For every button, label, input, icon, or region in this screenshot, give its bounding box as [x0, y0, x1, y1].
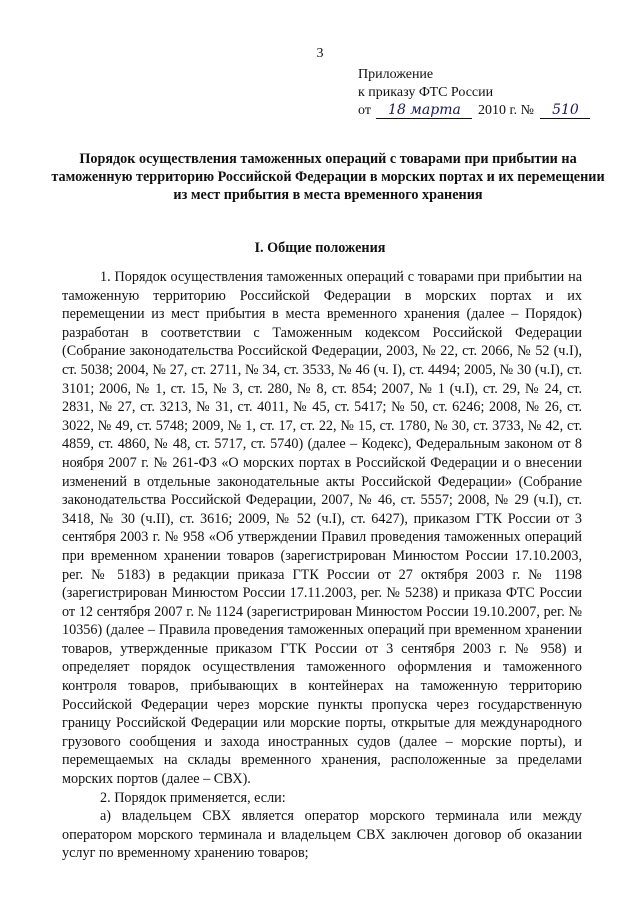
- handwritten-date: 18 марта: [376, 103, 472, 119]
- appendix-date-line: [358, 102, 618, 120]
- appendix-block: [358, 66, 618, 120]
- year-and-number-label: 2010 г. №: [477, 103, 534, 118]
- document-body: [62, 268, 582, 863]
- handwritten-order-number: 510: [540, 103, 590, 119]
- paragraph-3: а) владельцем СВХ является оператор морского терминала или между оператором морского терминала и владельцем СВХ заключен договор об оказании услуг по временному хранению товаров;: [62, 808, 582, 862]
- paragraph-1: 1. Порядок осуществления таможенных операций с товарами при прибытии на таможенную территорию Российской Федерации в морских портах и их перемещении из мест прибытия в места временного хранения (далее – Порядок) разработан в соответствии с Таможенным кодексом Российской Федерации (Собрание законодательства Российской Федерации, 2003, № 22, ст. 2066, № 52 (ч.I), ст. 5038; 2004, № 27, ст. 2711, № 34, ст. 3533, № 46 (ч. I), ст. 4494; 2005, № 30 (ч.I), ст. 3101; 2006, № 1, ст. 15, № 3, ст. 280, № 8, ст. 854; 2007, № 1 (ч.I), ст. 29, № 24, ст. 2831, № 27, ст. 3213, № 31, ст. 4011, № 45, ст. 5417; № 50, ст. 6246; 2008, № 26, ст. 3022, № 49, ст. 5748; 2009, № 1, ст. 17, ст. 22, № 15, ст. 1780, № 30, ст. 3733, № 42, ст. 4859, ст. 4860, № 48, ст. 5717, ст. 5740) (далее – Кодекс), Федеральным законом от 8 ноября 2007 г. № 261-ФЗ «О морских портах в Российской Федерации и о внесении изменений в отдельные законодательные акты Российской Федерации» (Собрание законодательства Российской Федерации, 2007, № 46, ст. 5557; 2008, № 29 (ч.I), ст. 3418, № 30 (ч.II), ст. 3616; 2009, № 52 (ч.I), ст. 6427), приказом ГТК России от 3 сентября 2003 г. № 958 «Об утверждении Правил проведения таможенных операций при временном хранении товаров (зарегистрирован Минюстом России 17.10.2003, рег. № 5183) в редакции приказа ГТК России от 27 октября 2003 г. № 1198 (зарегистрирован Минюстом России 17.11.2003, рег. № 5238) и приказа ФТС России от 12 сентября 2007 г. № 1124 (зарегистрирован Минюстом России 19.10.2007, рег. № 10356) (далее – Правила проведения таможенных операций при временном хранении товаров, утвержденные приказом ГТК России от 3 сентября 2003 г. № 958) и определяет порядок осуществления таможенного оформления и таможенного контроля товаров, прибывающих в контейнерах на таможенную территорию Российской Федерации через морские пункты пропуска через государственную границу Российской Федерации или морские порты, открытые для международного грузового сообщения и захода иностранных судов (далее – морские порты), и перемещаемых на склады временного хранения, расположенные за пределами морских портов (далее – СВХ).: [62, 269, 582, 788]
- document-title: Порядок осуществления таможенных операций с товарами при прибытии на таможенную территорию Российской Федерации в морских портах и их перемещении из мест прибытия в места временного хранения: [51, 151, 605, 203]
- appendix-label: Приложение: [358, 67, 434, 82]
- page-number: 3: [316, 46, 324, 61]
- section-heading: I. Общие положения: [254, 240, 386, 256]
- date-prefix: от: [358, 103, 371, 118]
- paragraph-2: 2. Порядок применяется, если:: [100, 789, 286, 806]
- appendix-order-ref: к приказу ФТС России: [358, 85, 494, 100]
